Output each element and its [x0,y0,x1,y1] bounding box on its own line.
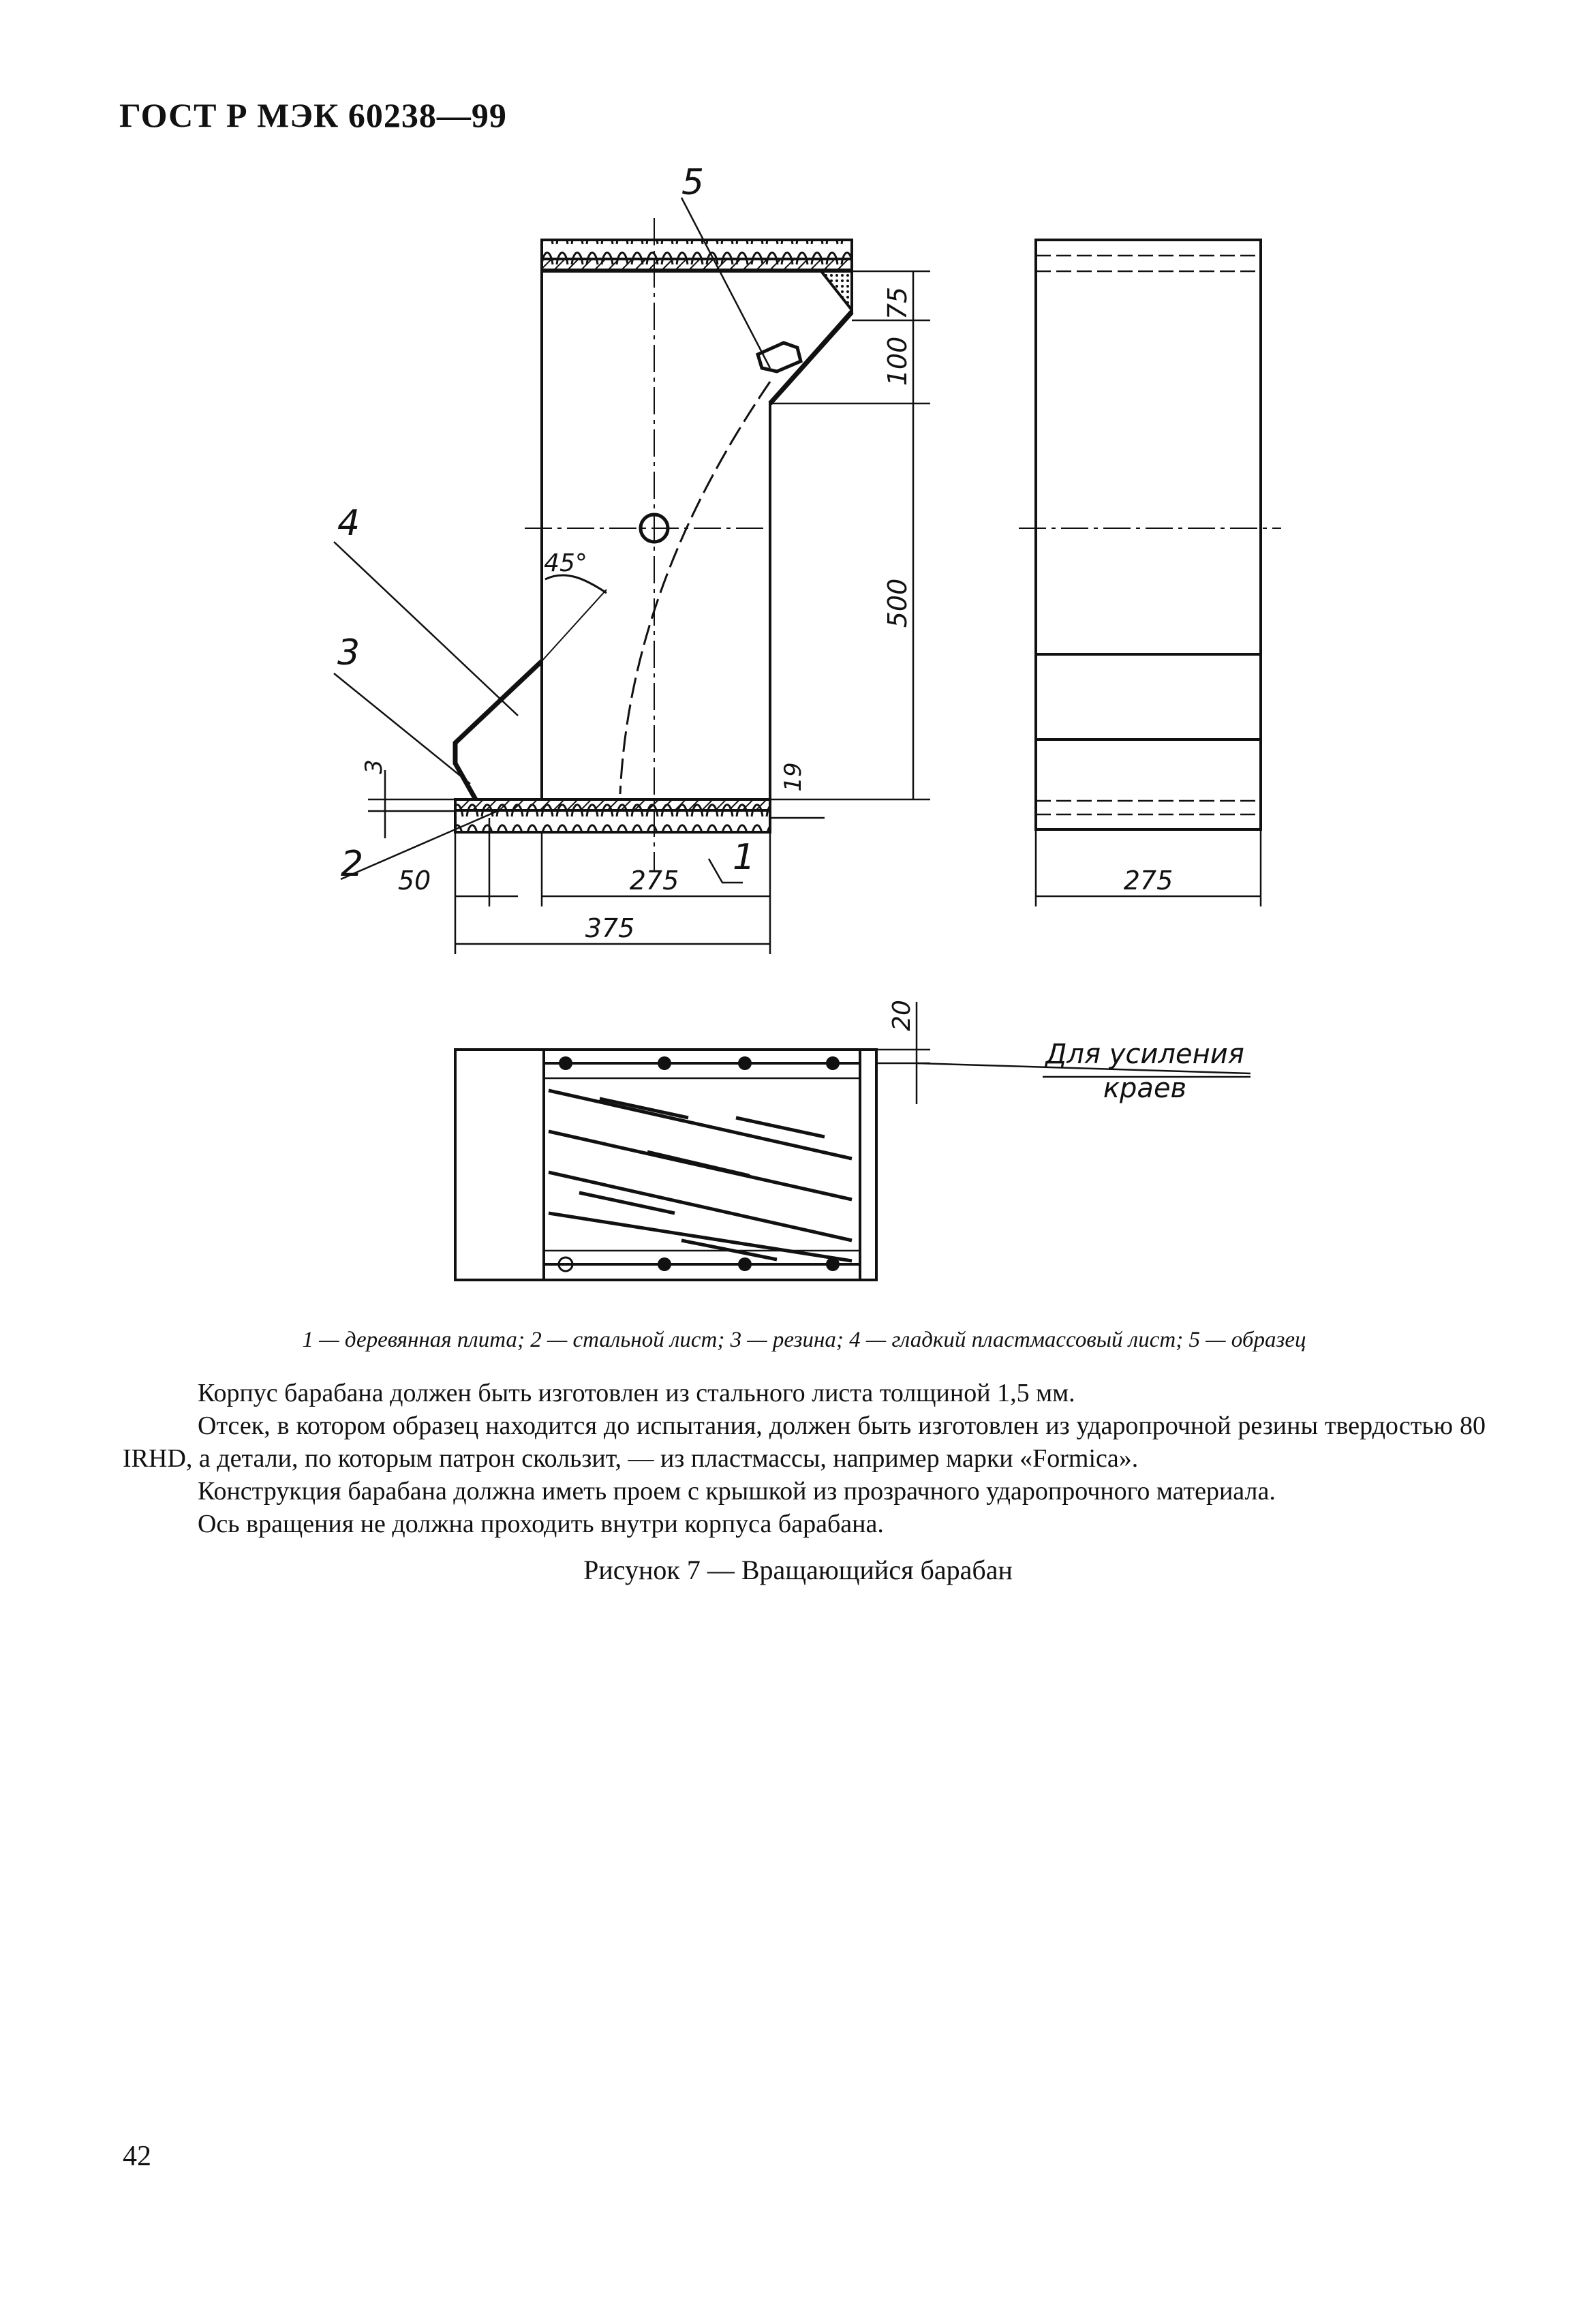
legend-text: резина [772,1328,836,1352]
legend-num: 4 [849,1328,861,1352]
dim-angle: 45° [544,549,587,577]
dim-3: 3 [360,759,388,774]
document-header: ГОСТ Р МЭК 60238—99 [119,96,507,134]
dim-275-side: 275 [1123,866,1173,896]
callout-5: 5 [681,162,705,203]
paragraph: Корпус барабана должен быть изготовлен из стального листа толщиной 1,5 мм. [198,1379,1075,1407]
dim-19: 19 [780,762,807,792]
dim-500: 500 [883,578,912,628]
callout-4: 4 [337,503,360,544]
legend-text: гладкий пластмассовый лист [891,1328,1176,1352]
legend-text: деревянная плита [344,1328,517,1352]
side-view [1019,240,1281,906]
callout-3: 3 [337,632,360,673]
callout-2: 2 [341,844,364,885]
legend-text: образец [1231,1328,1306,1352]
dimension-lines [334,198,930,954]
paragraph: Конструкция барабана должна иметь проем с крышкой из прозрачного ударопрочного материала. [198,1477,1276,1506]
figure-caption: Рисунок 7 — Вращающийся барабан [583,1555,1013,1585]
legend-num: 1 [302,1328,314,1352]
paragraph: Ось вращения не должна проходить внутри корпуса барабана. [198,1510,884,1538]
dim-375: 375 [585,913,635,943]
figure-legend: 1 — деревянная плита; 2 — стальной лист; 3 — резина; 4 — гладкий пластмассовый лист; 5 — образец [302,1328,1306,1352]
body-text [123,1377,1486,1540]
page-number: 42 [123,2141,151,2172]
dim-20: 20 [888,1000,916,1031]
legend-num: 2 [530,1328,542,1352]
legend-num: 5 [1188,1328,1200,1352]
dim-75: 75 [883,286,912,320]
note-line-2: краев [1103,1073,1187,1104]
paragraph: Отсек, в котором образец находится до испытания, должен быть изготовлен из ударопрочной резины твердостью 80 IRHD, а детали, по которым патрон скользит, — из пластмассы, например марки «Formica». [123,1411,1486,1473]
dim-275: 275 [629,866,679,896]
dim-50: 50 [397,866,431,896]
dim-100: 100 [883,336,912,386]
callout-1: 1 [733,837,756,878]
note-line-1: Для усиления [1045,1039,1244,1070]
legend-num: 3 [730,1328,742,1352]
legend-text: стальной лист [572,1328,718,1352]
